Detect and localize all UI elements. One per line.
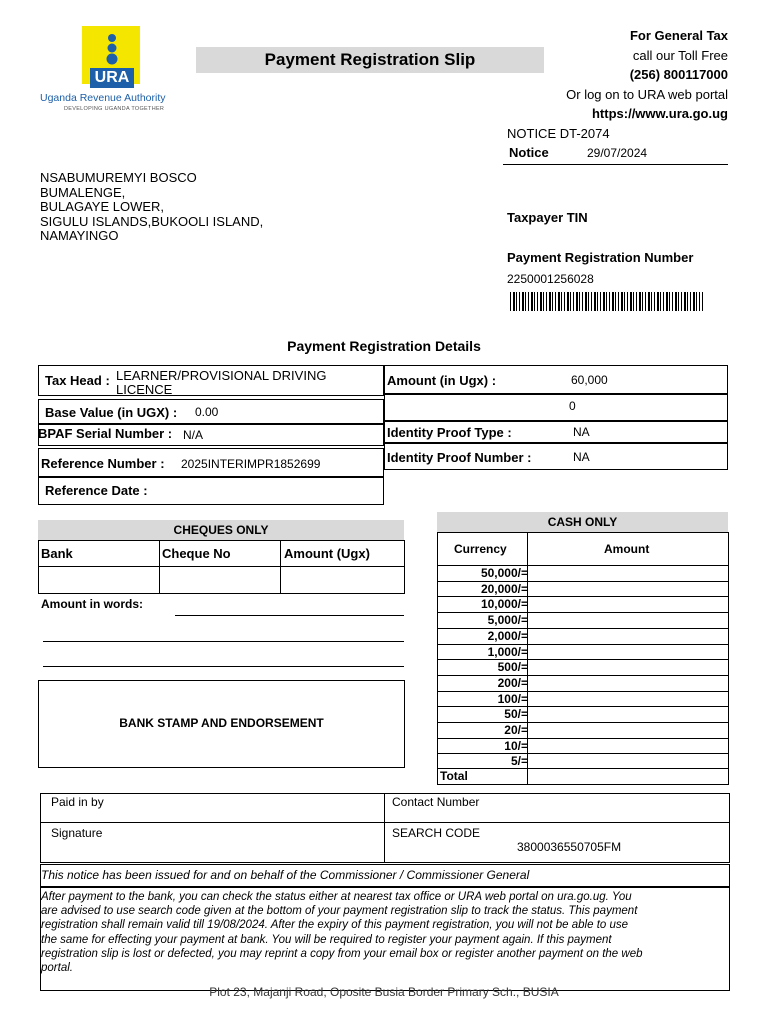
amount-in-words-label: Amount in words: xyxy=(41,597,143,611)
contact-tollfree: call our Toll Free xyxy=(632,47,728,63)
col-bank: Bank xyxy=(41,546,73,561)
cash-denomination: 1,000/= xyxy=(487,644,528,659)
contact-phone: (256) 800117000 xyxy=(629,67,728,82)
col-cash-amount: Amount xyxy=(604,542,650,556)
prn-label: Payment Registration Number xyxy=(507,250,694,265)
instruction-line: registration slip is lost or defected, you may reprint a copy from your email box or register another payment on the web xyxy=(41,947,643,960)
taxpayer-tin-label: Taxpayer TIN xyxy=(507,210,588,225)
cash-denomination: 5,000/= xyxy=(487,613,528,628)
notice-label: Notice xyxy=(509,145,549,160)
amount-value: 60,000 xyxy=(571,373,608,387)
taxpayer-address xyxy=(40,171,263,244)
cash-denomination: 20/= xyxy=(504,723,528,737)
col-cheque-no: Cheque No xyxy=(162,546,231,561)
instruction-line: registration shall remain valid till 19/08/2024. After the expiry of this payment registration, you will not be able to use xyxy=(41,919,629,932)
notice-issued-line: This notice has been issued for and on behalf of the Commissioner / Commissioner General xyxy=(41,868,530,882)
cash-denomination: 20,000/= xyxy=(480,581,528,596)
cash-denomination: 10/= xyxy=(504,738,528,753)
contact-number-label: Contact Number xyxy=(392,795,480,809)
bpaf-value: N/A xyxy=(183,428,204,442)
contact-block xyxy=(566,26,728,124)
ura-logo xyxy=(40,26,190,116)
reference-number-value: 2025INTERIMPR1852699 xyxy=(181,457,321,471)
col-currency: Currency xyxy=(454,542,507,556)
id-type-value: NA xyxy=(573,425,590,439)
address-line: NSABUMUREMYI BOSCO xyxy=(40,170,197,185)
logo-tagline: DEVELOPING UGANDA TOGETHER xyxy=(64,106,165,112)
page-title: Payment Registration Slip xyxy=(196,47,544,73)
reference-date-label: Reference Date : xyxy=(45,483,148,498)
instruction-line: portal. xyxy=(41,962,73,975)
cash-heading: CASH ONLY xyxy=(437,512,728,532)
col-amount-ugx: Amount (Ugx) xyxy=(284,546,370,561)
cash-denomination: 200/= xyxy=(497,675,528,690)
tax-head-value-2: LICENCE xyxy=(116,382,173,397)
second-amount: 0 xyxy=(569,399,576,413)
cash-denomination: 2,000/= xyxy=(487,628,528,643)
notice-date: 29/07/2024 xyxy=(587,146,648,160)
cash-denomination: 50,000/= xyxy=(480,566,528,580)
logo-org-name: Uganda Revenue Authority xyxy=(40,92,166,104)
instruction-line: the same for effecting your payment at bank. You will be required to register your payment again. If this payment xyxy=(41,933,612,946)
bank-stamp-label: BANK STAMP AND ENDORSEMENT xyxy=(119,716,324,730)
address-line: BULAGAYE LOWER, xyxy=(40,199,165,214)
address-line: NAMAYINGO xyxy=(40,228,119,243)
amount-label: Amount (in Ugx) : xyxy=(387,373,497,388)
instructions-text xyxy=(41,890,729,975)
cash-denomination: 50/= xyxy=(504,707,528,722)
instruction-line: are advised to use search code given at the bottom of your payment registration slip to track the status. This payment xyxy=(41,905,638,918)
prn-value: 2250001256028 xyxy=(507,272,594,286)
id-number-value: NA xyxy=(573,450,590,464)
reference-number-label: Reference Number : xyxy=(41,456,165,471)
office-address: Plot 23, Majanji Road, Oposite Busia Border Primary Sch., BUSIA xyxy=(209,985,559,999)
base-value: 0.00 xyxy=(195,405,219,419)
cheques-heading: CHEQUES ONLY xyxy=(38,520,404,540)
instruction-line: After payment to the bank, you can check the status either at nearest tax office or URA web portal on ura.go.ug. You xyxy=(41,891,632,903)
cash-denomination: 5/= xyxy=(510,754,528,769)
contact-heading: For General Tax xyxy=(629,28,728,43)
search-code-label: SEARCH CODE xyxy=(392,826,481,840)
address-line: BUMALENGE, xyxy=(40,184,126,200)
cash-denomination: 500/= xyxy=(497,660,528,675)
total-label: Total xyxy=(440,769,468,783)
logo-letters: URA xyxy=(94,69,130,86)
contact-portal: Or log on to URA web portal xyxy=(566,86,728,102)
cash-denomination: 10,000/= xyxy=(480,597,528,612)
contact-url[interactable]: https://www.ura.go.ug xyxy=(591,106,728,121)
payer-info-table xyxy=(40,793,730,863)
tax-head-label: Tax Head : xyxy=(45,373,110,388)
notice-number: NOTICE DT-2074 xyxy=(507,126,610,141)
base-value-label: Base Value (in UGX) : xyxy=(45,405,178,420)
id-type-label: Identity Proof Type : xyxy=(387,425,512,440)
id-number-label: Identity Proof Number : xyxy=(387,450,532,465)
details-heading: Payment Registration Details xyxy=(287,338,481,354)
cash-denomination: 100/= xyxy=(497,691,528,706)
address-line: SIGULU ISLANDS,BUKOOLI ISLAND, xyxy=(40,213,264,229)
paid-in-by-label: Paid in by xyxy=(51,795,104,809)
search-code-value: 3800036550705FM xyxy=(517,840,622,854)
tax-head-value-1: LEARNER/PROVISIONAL DRIVING xyxy=(116,368,327,383)
barcode xyxy=(510,292,703,311)
bpaf-label: BPAF Serial Number : xyxy=(38,426,173,441)
signature-label: Signature xyxy=(51,826,103,840)
